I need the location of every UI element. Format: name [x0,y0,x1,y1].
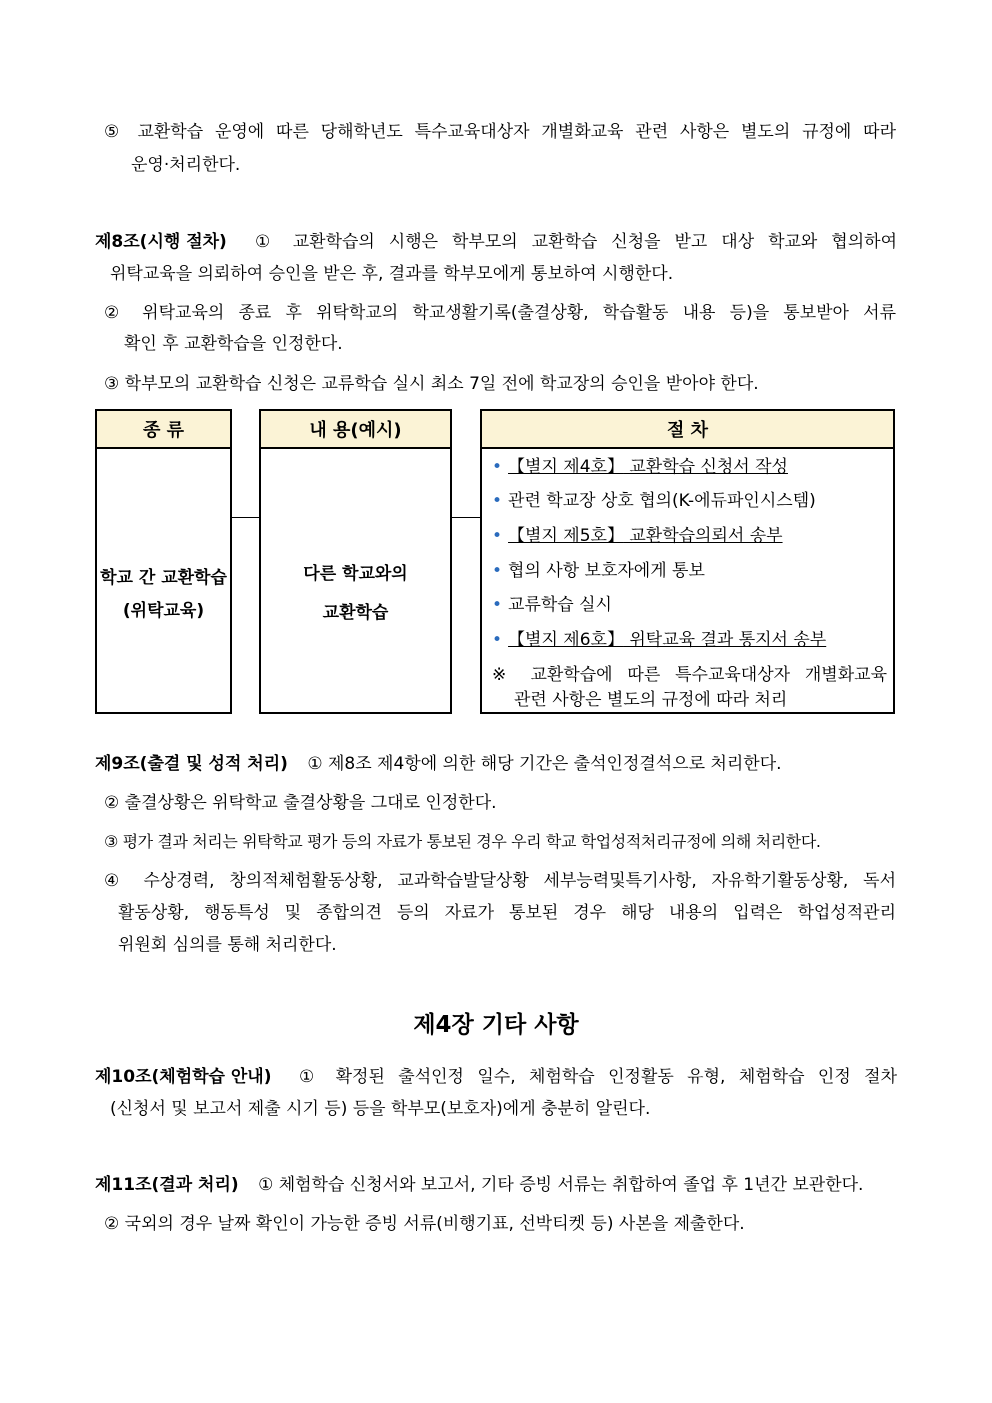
art9-item2: ② 출결상황은 위탁학교 출결상황을 그대로 인정한다. [104,793,497,813]
connector-left [232,517,259,518]
procedure-step-6: • 【별지 제6호】 위탁교육 결과 통지서 송부 [492,630,827,650]
art10-item1-line2: (신청서 및 보고서 제출 시기 등) 등을 학부모(보호자)에게 충분히 알린다. [110,1099,651,1119]
connector-right [452,517,480,518]
type-line2: (위탁교육) [122,601,205,621]
procedure-step-3: • 【별지 제5호】 교환학습의뢰서 송부 [492,526,783,546]
art8-line1 [95,231,897,253]
art10-item1-line1: ① 확정된 출석인정 일수, 체험학습 인정활동 유형, 체험학습 인정 절차 [299,1067,897,1087]
procedure-step-2: • 관련 학교장 상호 협의(K-에듀파인시스템) [492,491,816,511]
procedure-step-4: • 협의 사항 보호자에게 통보 [492,561,705,581]
content-line1: 다른 학교와의 [303,564,408,584]
type-line1: 학교 간 교환학습 [100,568,227,588]
type-column [95,409,232,714]
art7-item5-line1: ⑤ 교환학습 운영에 따른 당해학년도 특수교육대상자 개별화교육 관련 사항은 별도의 규정에 따라 [104,122,896,142]
art10-line1 [95,1066,897,1088]
procedure-column [480,409,895,714]
procedure-header: 절 차 [482,411,893,449]
art11-item1: ① 체험학습 신청서와 보고서, 기타 증빙 서류는 취합하여 졸업 후 1년간 보관한다. [258,1175,864,1195]
art9-item4-line3: 위원회 심의를 통해 처리한다. [118,935,337,955]
art9-item4-line2: 활동상황, 행동특성 및 종합의견 등의 자료가 통보된 경우 해당 내용의 입력은 학업성적관리 [118,903,896,923]
art9-title: 제9조(출결 및 성적 처리) [95,754,288,774]
chapter-title: 제4장 기타 사항 [413,1012,579,1038]
content-column [259,409,452,714]
procedure-note-line1: ※ 교환학습에 따른 특수교육대상자 개별화교육 [492,665,887,685]
art7-item5-line2: 운영·처리한다. [131,155,241,175]
art10-title: 제10조(체험학습 안내) [95,1067,272,1087]
art11-title: 제11조(결과 처리) [95,1175,239,1195]
art8-title: 제8조(시행 절차) [95,232,227,252]
art9-line1 [95,753,782,775]
art11-line1 [95,1174,863,1196]
art9-item4-line1: ④ 수상경력, 창의적체험활동상황, 교과학습발달상황 세부능력및특기사항, 자유학기활동상황, 독서 [104,871,896,891]
art8-item2-line2: 확인 후 교환학습을 인정한다. [124,334,343,354]
procedure-step-1: • 【별지 제4호】 교환학습 신청서 작성 [492,457,788,477]
art9-item3: ③ 평가 결과 처리는 위탁학교 평가 등의 자료가 통보된 경우 우리 학교 학업성적처리규정에 의해 처리한다. [104,832,821,851]
art9-item1: ① 제8조 제4항에 의한 해당 기간은 출석인정결석으로 처리한다. [307,754,782,774]
procedure-step-5: • 교류학습 실시 [492,595,612,615]
procedure-note-line2: 관련 사항은 별도의 규정에 따라 처리 [514,690,788,710]
content-header: 내 용(예시) [261,411,450,449]
art8-item1-line2: 위탁교육을 의뢰하여 승인을 받은 후, 결과를 학부모에게 통보하여 시행한다. [110,264,674,284]
art8-item1-line1: ① 교환학습의 시행은 학부모의 교환학습 신청을 받고 대상 학교와 협의하여 [255,232,897,252]
content-line2: 교환학습 [322,603,389,623]
art8-item2-line1: ② 위탁교육의 종료 후 위탁학교의 학교생활기록(출결상황, 학습활동 내용 등)을 통보받아 서류 [104,303,896,323]
art11-item2: ② 국외의 경우 날짜 확인이 가능한 증빙 서류(비행기표, 선박티켓 등) 사본을 제출한다. [104,1214,745,1234]
type-header: 종 류 [97,411,230,449]
art8-item3: ③ 학부모의 교환학습 신청은 교류학습 실시 최소 7일 전에 학교장의 승인을 받아야 한다. [104,374,759,394]
